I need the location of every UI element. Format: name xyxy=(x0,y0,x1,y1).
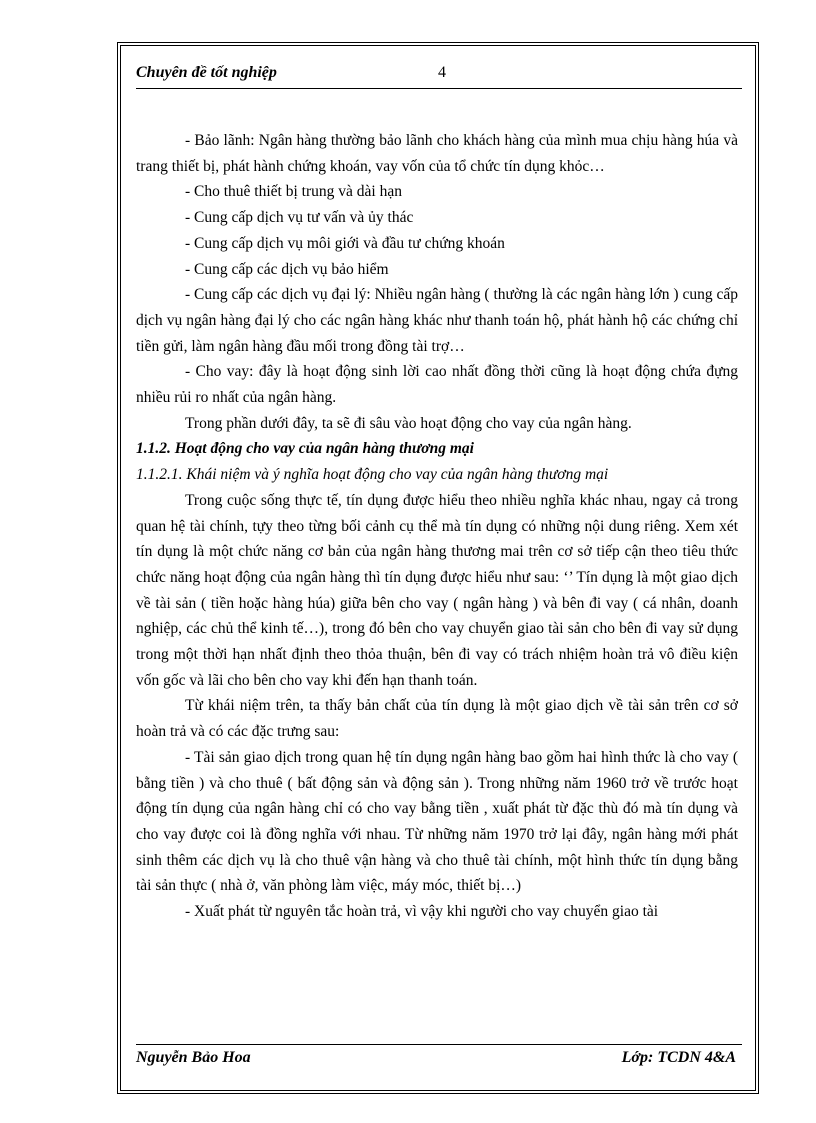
footer-class: Lớp: TCDN 4&A xyxy=(621,1049,736,1066)
paragraph-dai-ly: - Cung cấp các dịch vụ đại lý: Nhiều ngân hàng ( thường là các ngân hàng lớn ) cung cấp dịch vụ ngân hàng đại lý cho các ngân hàng khác như thanh toán hộ, phát hành hộ các chứng chỉ tiền gửi, làm ngân hàng đầu mối trong đồng tài trợ… xyxy=(136,286,738,355)
paragraph-cho-vay: - Cho vay: đây là hoạt động sinh lời cao nhất đồng thời cũng là hoạt động chứa đựng nhiều rủi ro nhất của ngân hàng. xyxy=(136,363,738,407)
paragraph-cho-thue: - Cho thuê thiết bị trung và dài hạn xyxy=(185,183,402,201)
paragraph-bao-lanh: - Bảo lãnh: Ngân hàng thường bảo lãnh cho khách hàng của mình mua chịu hàng húa và trang thiết bị, phát hành chứng khoán, vay vốn của tổ chức tín dụng khỏc… xyxy=(136,132,738,175)
paragraph-hoan-tra: - Xuất phát từ nguyên tắc hoàn trả, vì vậy khi người cho vay chuyển giao tài xyxy=(185,903,659,921)
paragraph-bao-hiem: - Cung cấp các dịch vụ bảo hiểm xyxy=(185,260,389,278)
document-body xyxy=(136,128,738,925)
section-heading: 1.1.2. Hoạt động cho vay của ngân hàng thương mại xyxy=(136,440,474,458)
paragraph-tai-san: - Tài sản giao dịch trong quan hệ tín dụng ngân hàng bao gồm hai hình thức là cho vay ( bằng tiền ) và cho thuê ( bất động sản và động sản ). Trong những năm 1960 trở về trước hoạt động tín dụng của ngân hàng chỉ có cho vay bằng tiền , xuất phát từ đặc thù đó mà tín dụng và cho vay được coi là đồng nghĩa với nhau. Từ những năm 1970 trở lại đây, ngân hàng mới phát sinh thêm các dịch vụ là cho thuê vận hàng và cho thuê tài chính, một hình thức tín dụng bằng tài sản thực ( nhà ở, văn phòng làm việc, máy móc, thiết bị…) xyxy=(136,748,738,895)
page-header xyxy=(136,60,742,89)
subsection-heading: 1.1.2.1. Khái niệm và ý nghĩa hoạt động cho vay của ngân hàng thương mại xyxy=(136,466,609,484)
footer-author: Nguyễn Bảo Hoa xyxy=(136,1049,251,1066)
page-footer xyxy=(136,1044,742,1066)
header-title: Chuyên đề tốt nghiệp xyxy=(136,64,277,81)
paragraph-khai-niem: Trong cuộc sống thực tế, tín dụng được hiểu theo nhiều nghĩa khác nhau, ngay cả trong quan hệ tài chính, tựy theo từng bối cảnh cụ thể mà tín dụng có những nội dung riêng. Xem xét tín dụng là một chức năng cơ bản của ngân hàng thương mai trên cơ sở tiếp cận theo tiêu thức chức năng hoạt động của ngân hàng thì tín dụng được hiểu như sau: ‘’ Tín dụng là một giao dịch về tài sản ( tiền hoặc hàng húa) giữa bên cho vay ( ngân hàng ) và bên đi vay ( cá nhân, doanh nghiệp, các chủ thể kinh tế…), trong đó bên cho vay chuyển giao tài sản cho bên đi vay sử dụng trong một thời hạn nhất định theo thỏa thuận, bên đi vay có trách nhiệm hoàn trả vô điều kiện vốn gốc và lãi cho bên cho vay khi đến hạn thanh toán. xyxy=(136,491,738,689)
paragraph-tu-van: - Cung cấp dịch vụ tư vấn và ủy thác xyxy=(185,209,414,227)
paragraph-intro: Trong phần dưới đây, ta sẽ đi sâu vào hoạt động cho vay của ngân hàng. xyxy=(185,414,632,432)
page-number: 4 xyxy=(438,64,446,81)
paragraph-ban-chat: Từ khái niệm trên, ta thấy bản chất của tín dụng là một giao dịch về tài sản trên cơ sở hoàn trả và có các đặc trưng sau: xyxy=(136,697,738,741)
paragraph-moi-gioi: - Cung cấp dịch vụ môi giới và đầu tư chứng khoán xyxy=(185,234,505,252)
